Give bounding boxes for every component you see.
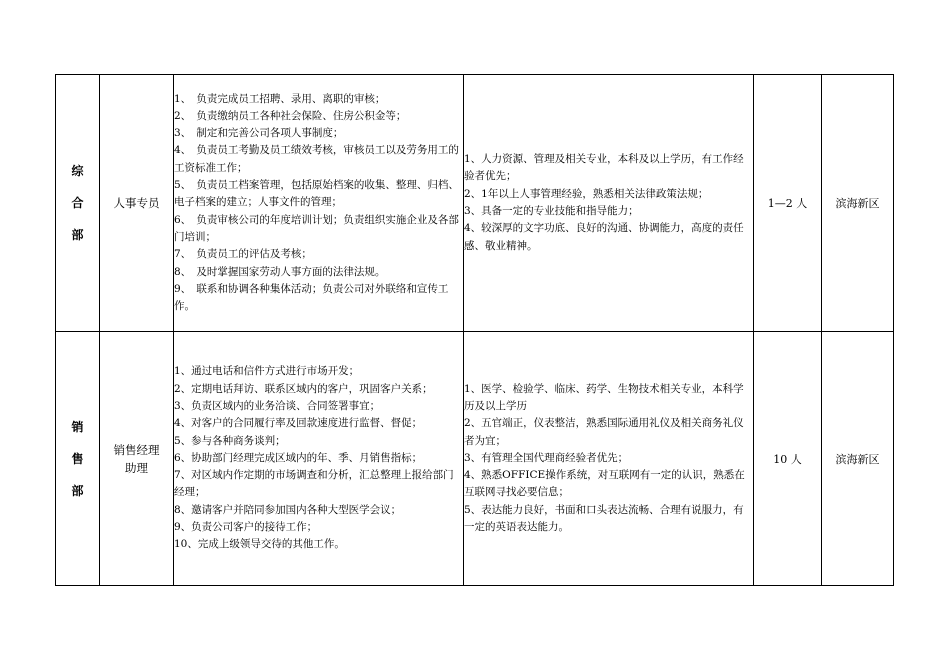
- job-openings-table: [55, 74, 894, 586]
- duty-item: 7、 负责员工的评估及考核；: [174, 248, 312, 261]
- duty-item: 2、定期电话拜访、联系区域内的客户，巩固客户关系；: [174, 382, 433, 395]
- duty-item: 10、完成上级领导交待的其他工作。: [174, 538, 345, 551]
- requirement-item: 2、五官端正，仪表整洁，熟悉国际通用礼仪及相关商务礼仪者为宜；: [464, 417, 744, 447]
- duty-item: 1、通过电话和信件方式进行市场开发；: [174, 365, 360, 378]
- table-row: [56, 332, 894, 586]
- requirement-item: 5、表达能力良好，书面和口头表达流畅、合理有说服力，有一定的英语表达能力。: [464, 503, 744, 534]
- position-cell: [100, 75, 174, 332]
- duty-item: 2、 负责缴纳员工各种社会保险、住房公积金等；: [174, 109, 407, 122]
- requirement-item: 4、熟悉OFFICE操作系统，对互联网有一定的认识，熟悉在互联网寻找必要信息；: [464, 469, 745, 499]
- position-title: 助理: [125, 460, 148, 475]
- duty-item: 8、邀请客户并陪同参加国内各种大型医学会议；: [174, 503, 402, 516]
- headcount-cell: 10 人: [754, 332, 822, 586]
- requirements-cell: [464, 75, 754, 332]
- department-cell: [56, 332, 100, 586]
- department-char: 销: [71, 419, 84, 434]
- position-title: 销售经理: [113, 442, 160, 457]
- requirement-item: 4、较深厚的文字功底、良好的沟通、协调能力，高度的责任感、敬业精神。: [464, 222, 744, 252]
- position-cell: [100, 332, 174, 586]
- requirements-cell: [464, 332, 754, 586]
- duty-item: 3、 制定和完善公司各项人事制度；: [174, 127, 344, 140]
- duty-item: 4、 负责员工考勤及员工绩效考核，审核员工以及劳务用工的工资标准工作；: [174, 144, 459, 174]
- duty-item: 8、 及时掌握国家劳动人事方面的法律法规。: [174, 265, 386, 278]
- duty-item: 9、负责公司客户的接待工作；: [174, 521, 318, 534]
- department-char: 综: [71, 164, 84, 178]
- duty-item: 1、 负责完成员工招聘、录用、离职的审核；: [174, 92, 386, 105]
- headcount-cell: 1—2 人: [754, 75, 822, 332]
- department-char: 合: [71, 196, 84, 210]
- department-cell: [56, 75, 100, 332]
- department-char: 部: [71, 483, 84, 498]
- department-char: 部: [71, 228, 84, 242]
- position-title: 人事专员: [113, 196, 160, 210]
- department-char: 售: [71, 451, 84, 466]
- duty-item: 7、对区域内作定期的市场调查和分析，汇总整理上报给部门经理；: [174, 469, 454, 499]
- duty-item: 3、负责区域内的业务洽谈、合同签署事宜；: [174, 399, 381, 412]
- duty-item: 9、 联系和协调各种集体活动；负责公司对外联络和宣传工作。: [174, 282, 449, 313]
- location-cell: 滨海新区: [822, 332, 894, 586]
- requirement-item: 3、具备一定的专业技能和指导能力；: [464, 205, 639, 217]
- requirement-item: 1、人力资源、管理及相关专业，本科及以上学历，有工作经验者优先；: [464, 153, 744, 183]
- table-row: [56, 75, 894, 332]
- duty-item: 5、参与各种商务谈判；: [174, 434, 286, 447]
- duty-item: 4、对客户的合同履行率及回款速度进行监督、督促；: [174, 417, 423, 430]
- duty-item: 6、协助部门经理完成区域内的年、季、月销售指标；: [174, 451, 423, 464]
- duties-cell: [174, 75, 464, 332]
- duty-item: 5、 负责员工档案管理，包括原始档案的收集、整理、归档、电子档案的建立；人事文件的管理；: [174, 179, 459, 209]
- duty-item: 6、 负责审核公司的年度培训计划；负责组织实施企业及各部门培训；: [174, 213, 459, 243]
- requirement-item: 1、医学、检验学、临床、药学、生物技术相关专业，本科学历及以上学历: [464, 382, 744, 412]
- requirement-item: 2、1年以上人事管理经验，熟悉相关法律政策法规；: [464, 187, 709, 200]
- requirement-item: 3、有管理全国代理商经验者优先；: [464, 451, 629, 464]
- duties-cell: [174, 332, 464, 586]
- location-cell: 滨海新区: [822, 75, 894, 332]
